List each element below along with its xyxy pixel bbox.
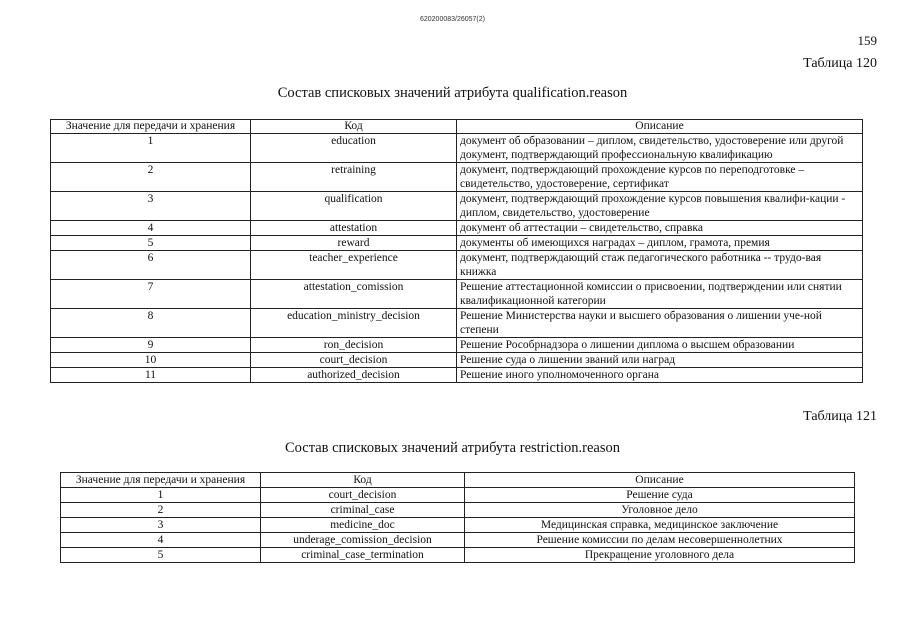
table-row xyxy=(51,134,863,163)
table-120-label: Таблица 120 xyxy=(803,56,877,71)
row-code: education_ministry_decision xyxy=(251,309,457,338)
header-value: Значение для передачи и хранения xyxy=(61,473,261,488)
row-code: court_decision xyxy=(251,353,457,368)
table-row xyxy=(51,280,863,309)
row-description: Решение Рособрнадзора о лишении диплома о высшем образовании xyxy=(457,338,863,353)
row-description: документы об имеющихся наградах – диплом, грамота, премия xyxy=(457,236,863,251)
row-value: 8 xyxy=(51,309,251,338)
table-row xyxy=(61,488,855,503)
table-header-row xyxy=(61,473,855,488)
page-number: 159 xyxy=(857,33,877,48)
table-121-caption: Состав списковых значений атрибута restriction.reason xyxy=(284,440,620,456)
row-code: criminal_case xyxy=(261,503,465,518)
table-row xyxy=(61,548,855,563)
row-value: 3 xyxy=(61,518,261,533)
table-row xyxy=(51,251,863,280)
row-description: Прекращение уголовного дела xyxy=(465,548,855,563)
row-description: Решение иного уполномоченного органа xyxy=(457,368,863,383)
table-row xyxy=(51,368,863,383)
header-description: Описание xyxy=(465,473,855,488)
table-row xyxy=(61,518,855,533)
table-row xyxy=(51,192,863,221)
row-description: документ, подтверждающий прохождение курсов повышения квалифи-кации - диплом, свидетельство, удостоверение xyxy=(457,192,863,221)
row-value: 11 xyxy=(51,368,251,383)
row-value: 9 xyxy=(51,338,251,353)
table-row xyxy=(51,353,863,368)
row-value: 1 xyxy=(61,488,261,503)
row-description: документ, подтверждающий прохождение курсов по переподготовке – свидетельство, удостоверение, сертификат xyxy=(457,163,863,192)
row-code: reward xyxy=(251,236,457,251)
table-121-label: Таблица 121 xyxy=(803,409,877,424)
row-value: 1 xyxy=(51,134,251,163)
document-code: 620200083/26057(2) xyxy=(419,16,485,23)
row-code: underage_comission_decision xyxy=(261,533,465,548)
row-description: документ об образовании – диплом, свидетельство, удостоверение или другой документ, подтверждающий профессиональную квалификацию xyxy=(457,134,863,163)
row-code: teacher_experience xyxy=(251,251,457,280)
table-row xyxy=(51,338,863,353)
row-description: Решение аттестационной комиссии о присвоении, подтверждении или снятии квалификационной категории xyxy=(457,280,863,309)
table-row xyxy=(51,236,863,251)
row-value: 6 xyxy=(51,251,251,280)
row-value: 4 xyxy=(51,221,251,236)
table-120-caption: Состав списковых значений атрибута qualification.reason xyxy=(277,85,628,101)
row-code: attestation_comission xyxy=(251,280,457,309)
table-row xyxy=(51,309,863,338)
row-code: authorized_decision xyxy=(251,368,457,383)
row-code: court_decision xyxy=(261,488,465,503)
header-code: Код xyxy=(251,120,457,134)
row-description: Решение Министерства науки и высшего образования о лишении уче-ной степени xyxy=(457,309,863,338)
header-code: Код xyxy=(261,473,465,488)
row-code: medicine_doc xyxy=(261,518,465,533)
row-description: Уголовное дело xyxy=(465,503,855,518)
row-description: Решение комиссии по делам несовершеннолетних xyxy=(465,533,855,548)
row-value: 2 xyxy=(51,163,251,192)
row-value: 10 xyxy=(51,353,251,368)
row-description: документ об аттестации – свидетельство, справка xyxy=(457,221,863,236)
table-row xyxy=(61,533,855,548)
row-code: qualification xyxy=(251,192,457,221)
row-code: attestation xyxy=(251,221,457,236)
row-value: 7 xyxy=(51,280,251,309)
table-header-row xyxy=(51,120,863,134)
row-value: 2 xyxy=(61,503,261,518)
row-code: retraining xyxy=(251,163,457,192)
table-row xyxy=(51,163,863,192)
header-value: Значение для передачи и хранения xyxy=(51,120,251,134)
row-description: Решение суда xyxy=(465,488,855,503)
table-row xyxy=(51,221,863,236)
qualification-reason-table xyxy=(50,119,863,383)
restriction-reason-table xyxy=(60,472,855,563)
row-code: ron_decision xyxy=(251,338,457,353)
row-value: 5 xyxy=(51,236,251,251)
row-description: документ, подтверждающий стаж педагогического работника -- трудо-вая книжка xyxy=(457,251,863,280)
row-description: Решение суда о лишении званий или наград xyxy=(457,353,863,368)
row-value: 4 xyxy=(61,533,261,548)
row-value: 3 xyxy=(51,192,251,221)
header-description: Описание xyxy=(457,120,863,134)
table-row xyxy=(61,503,855,518)
row-code: criminal_case_termination xyxy=(261,548,465,563)
row-value: 5 xyxy=(61,548,261,563)
row-code: education xyxy=(251,134,457,163)
row-description: Медицинская справка, медицинское заключение xyxy=(465,518,855,533)
